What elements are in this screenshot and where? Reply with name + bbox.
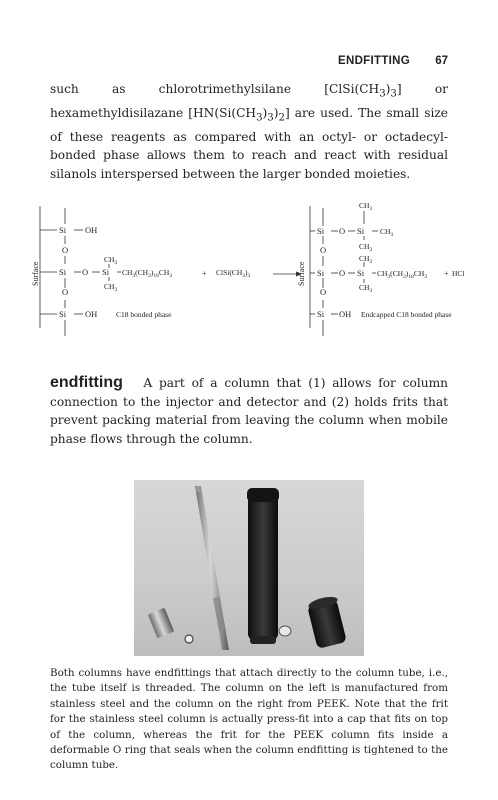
oxygen-atom: O (62, 245, 69, 255)
methyl-group: $CH_3$ (104, 255, 118, 266)
silicon-atom: Si (317, 309, 325, 319)
silicon-atom: Si (317, 268, 325, 278)
surface-label-left: Surface (31, 261, 40, 286)
stainless-end-cap (148, 608, 174, 639)
oxygen-atom: O (339, 226, 346, 236)
intro-paragraph: such as chlorotrimethylsilane $[ClSi(CH_3)_3]$ or hexamethyldisilazane $[HN(Si(CH_3)_3)_2]$ are used. The small size of these reagents as compared with an octyl- or octadecyl-bonded phase allows them to reach and react with residual silanols interspersed between the larger bonded moieties. (50, 82, 449, 181)
oxygen-atom: O (82, 267, 89, 277)
right-structure-caption: Endcapped C18 bonded phase (361, 310, 452, 319)
reagent-formula: $ClSi(CH_3)_3$ (216, 268, 251, 279)
left-structure-caption: C18 bonded phase (116, 310, 172, 319)
running-head (0, 55, 498, 69)
definition-entry (50, 374, 448, 448)
silicon-atom: Si (317, 226, 325, 236)
methyl-group: $CH_3$ (359, 242, 373, 253)
o-ring (279, 626, 291, 636)
plus-sign: + (444, 269, 449, 278)
definition-body: A part of a column that (1) allows for column connection to the injector and detector and (2) holds frits that prevent packing material from leaving the column when mobile phase flows through the column. (50, 376, 449, 446)
oxygen-atom: O (320, 287, 327, 297)
methyl-group: $CH_3$ (359, 201, 373, 212)
silicon-atom: Si (59, 225, 67, 235)
hcl-product: HCl (452, 269, 465, 278)
methyl-group: $CH_3$ (359, 283, 373, 294)
methyl-group: $CH_3$ (104, 282, 118, 293)
silanol-oh: OH (339, 309, 352, 319)
endcapping-reaction-diagram (30, 196, 470, 350)
methyl-group: $CH_3$ (380, 227, 394, 238)
peek-end-cap (307, 595, 347, 649)
silicon-atom: Si (59, 309, 67, 319)
figure-caption: Both columns have endfittings that attach directly to the column tube, i.e., the tube itself is threaded. The column on the left is manufactured from stainless steel and the column on the right from PEEK. Note that the frit for the stainless steel column is actually press-fit into a cap that fits on top of the column, whereas the frit for the PEEK column fits inside a deformable O ring that seals when the column endfitting is tightened to the column tube. (50, 667, 448, 772)
stainless-steel-column (195, 486, 229, 650)
frit (185, 635, 193, 643)
running-head-title: ENDFITTING (338, 55, 410, 67)
plus-sign: + (202, 269, 207, 278)
oxygen-atom: O (320, 245, 327, 255)
silicon-atom: Si (59, 267, 67, 277)
silicon-atom: Si (357, 226, 365, 236)
silicon-atom: Si (357, 268, 365, 278)
silanol-oh: OH (85, 309, 98, 319)
silicon-atom: Si (102, 267, 110, 277)
silanol-oh: OH (85, 225, 98, 235)
definition-term: endfitting (50, 374, 123, 391)
page-number: 67 (435, 55, 448, 67)
peek-column (247, 488, 279, 644)
c18-chain: $CH_3(CH_2)_{18}CH_3$ (122, 268, 173, 279)
endfitting-photo (134, 480, 364, 656)
methyl-group: $CH_3$ (359, 254, 373, 265)
oxygen-atom: O (62, 287, 69, 297)
surface-label-right: Surface (297, 261, 306, 286)
c18-chain: $CH_3(CH_2)_{18}CH_3$ (377, 269, 428, 280)
oxygen-atom: O (339, 268, 346, 278)
